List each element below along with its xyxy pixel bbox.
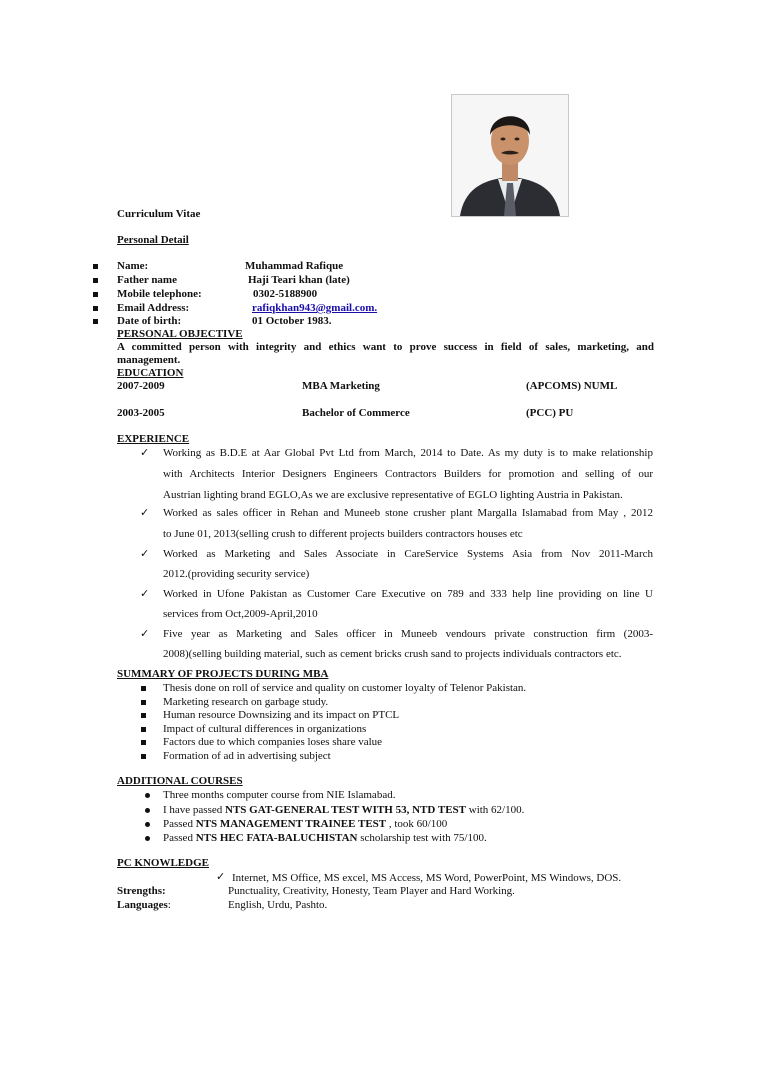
languages-label-text: Languages — [117, 899, 168, 911]
objective-heading: PERSONAL OBJECTIVE — [117, 328, 243, 340]
project-item: Human resource Downsizing and its impact on PTCL — [163, 709, 400, 721]
course-item — [163, 832, 487, 845]
experience-line: Working as B.D.E at Aar Global Pvt Ltd from March, 2014 to Date. As my duty is to make relationship — [163, 447, 653, 459]
bullet-square-icon — [141, 740, 146, 745]
course-text: with 62/100. — [466, 804, 525, 816]
bullet-square-icon — [93, 292, 98, 297]
personal-detail-heading: Personal Detail — [117, 234, 189, 246]
project-item: Thesis done on roll of service and quality on customer loyalty of Telenor Pakistan. — [163, 682, 527, 694]
email-label: Email Address: — [117, 302, 190, 314]
edu-degree: Bachelor of Commerce — [302, 407, 410, 419]
edu-years: 2003-2005 — [117, 407, 165, 419]
bullet-dot-icon — [145, 836, 150, 841]
bullet-dot-icon — [145, 822, 150, 827]
experience-line: with Architects Interior Designers Engineers Contractors Builders for promotion and selling of our — [163, 468, 653, 480]
bullet-dot-icon — [145, 793, 150, 798]
experience-line: 2008)(selling building material, such as cement bricks crush sand to projects individuals contractors etc. — [163, 648, 622, 660]
course-text: Passed — [163, 818, 196, 830]
bullet-square-icon — [141, 700, 146, 705]
project-item: Formation of ad in advertising subject — [163, 750, 331, 762]
edu-institute: (PCC) PU — [526, 407, 574, 419]
experience-line: to June 01, 2013(selling crush to different projects builders contractors houses etc — [163, 528, 523, 540]
bullet-square-icon — [141, 686, 146, 691]
dob-label: Date of birth: — [117, 315, 182, 327]
edu-degree: MBA Marketing — [302, 380, 380, 392]
pc-heading: PC KNOWLEDGE — [117, 857, 209, 869]
bullet-square-icon — [141, 713, 146, 718]
project-item: Factors due to which companies loses share value — [163, 736, 383, 748]
strengths-label: Strengths: — [117, 885, 166, 897]
experience-line: 2012.(providing security service) — [163, 568, 310, 580]
checkmark-icon: ✓ — [140, 587, 150, 600]
name-label: Name: — [117, 260, 149, 272]
dob-value: 01 October 1983. — [252, 315, 332, 327]
courses-heading: ADDITIONAL COURSES — [117, 775, 243, 787]
portrait-image — [452, 95, 568, 216]
objective-line-2: management. — [117, 354, 181, 366]
course-text: Passed — [163, 832, 196, 844]
bullet-square-icon — [93, 306, 98, 311]
languages-colon: : — [167, 899, 171, 911]
father-name-value: Haji Teari khan (late) — [248, 274, 350, 286]
edu-institute: (APCOMS) NUML — [526, 380, 618, 392]
experience-line: Worked as sales officer in Rehan and Muneeb stone crusher plant Margalla Islamabad from May , 2012 — [163, 507, 653, 519]
course-item: Three months computer course from NIE Islamabad. — [163, 789, 396, 801]
checkmark-icon: ✓ — [140, 446, 150, 459]
course-text: scholarship test with 75/100. — [357, 832, 487, 844]
course-text-bold: NTS MANAGEMENT TRAINEE TEST — [195, 818, 387, 830]
bullet-square-icon — [141, 727, 146, 732]
education-heading: EDUCATION — [117, 367, 184, 379]
project-item: Impact of cultural differences in organizations — [163, 723, 367, 735]
mobile-label: Mobile telephone: — [117, 288, 202, 300]
mobile-value: 0302-5188900 — [253, 288, 318, 300]
name-value: Muhammad Rafique — [245, 260, 344, 272]
checkmark-icon: ✓ — [216, 870, 226, 883]
edu-years: 2007-2009 — [117, 380, 165, 392]
pc-item: Internet, MS Office, MS excel, MS Access, MS Word, PowerPoint, MS Windows, DOS. — [232, 872, 622, 884]
strengths-value: Punctuality, Creativity, Honesty, Team Player and Hard Working. — [228, 885, 515, 897]
checkmark-icon: ✓ — [140, 547, 150, 560]
objective-line-1: A committed person with integrity and ethics want to prove success in field of sales, marketing, and — [117, 341, 654, 353]
projects-heading: SUMMARY OF PROJECTS DURING MBA — [117, 668, 329, 680]
experience-heading: EXPERIENCE — [117, 433, 190, 445]
course-text-bold: NTS HEC FATA-BALUCHISTAN — [195, 832, 358, 844]
experience-line: services from Oct,2009-April,2010 — [163, 608, 318, 620]
bullet-square-icon — [141, 754, 146, 759]
bullet-square-icon — [93, 264, 98, 269]
experience-line: Austrian lighting brand EGLO,As we are exclusive representative of EGLO lighting Austria in Pakistan. — [163, 489, 623, 501]
profile-photo — [451, 94, 569, 217]
course-text: I have passed — [163, 804, 226, 816]
cv-heading: Curriculum Vitae — [117, 208, 201, 220]
bullet-square-icon — [93, 319, 98, 324]
email-link[interactable]: rafiqkhan943@gmail.com. — [252, 302, 378, 314]
experience-line: Worked in Ufone Pakistan as Customer Care Executive on 789 and 333 help line providing on line U — [163, 588, 653, 600]
course-text-bold: NTS GAT-GENERAL TEST WITH 53, NTD TEST — [225, 804, 466, 816]
bullet-dot-icon — [145, 808, 150, 813]
languages-value: English, Urdu, Pashto. — [228, 899, 328, 911]
project-item: Marketing research on garbage study. — [163, 696, 329, 708]
languages-label — [117, 899, 171, 912]
course-item — [163, 818, 447, 831]
bullet-square-icon — [93, 278, 98, 283]
experience-line: Five year as Marketing and Sales officer in Muneeb vendours private construction firm (2003- — [163, 628, 653, 640]
checkmark-icon: ✓ — [140, 506, 150, 519]
course-text: , took 60/100 — [386, 818, 448, 830]
checkmark-icon: ✓ — [140, 627, 150, 640]
father-name-label: Father name — [117, 274, 177, 286]
experience-line: Worked as Marketing and Sales Associate in CareService Systems Asia from Nov 2011-March — [163, 548, 653, 560]
course-item — [163, 804, 524, 817]
